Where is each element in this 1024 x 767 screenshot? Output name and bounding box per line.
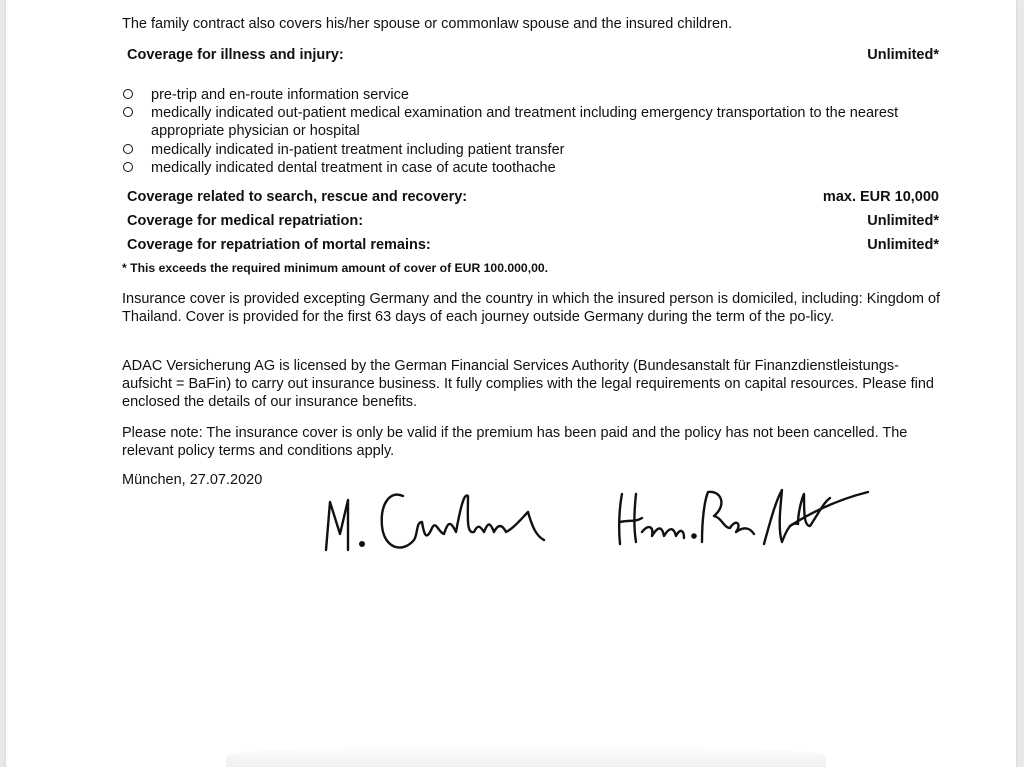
coverage-value: max. EUR 10,000: [822, 189, 939, 205]
list-item: medically indicated dental treatment in case of acute toothache: [122, 159, 947, 177]
intro-text: The family contract also covers his/her spouse or commonlaw spouse and the insured children.: [122, 16, 733, 32]
coverage-value: Unlimited*: [867, 237, 939, 253]
date-line: München, 27.07.2020: [122, 472, 263, 488]
signature-2: [604, 482, 876, 567]
coverage-value: Unlimited*: [867, 47, 939, 63]
coverage-mortal-remains-row: [127, 237, 939, 253]
footnote: * This exceeds the required minimum amount of cover of EUR 100.000,00.: [122, 261, 549, 275]
circle-bullet-icon: [123, 107, 133, 117]
coverage-label: Coverage related to search, rescue and recovery:: [127, 189, 468, 205]
page-bottom-shadow: [226, 745, 826, 767]
paragraph-license: ADAC Versicherung AG is licensed by the German Financial Services Authority (Bundesanstalt für Finanzdienstleistungs-aufsicht = BaFin) to carry out insurance business. It fully complies with the legal requirements on capital resources. Please find enclosed the details of our insurance benefits.: [122, 358, 934, 411]
coverage-medical-repatriation-row: [127, 213, 939, 229]
circle-bullet-icon: [123, 89, 133, 99]
list-item: pre-trip and en-route information service: [122, 86, 947, 104]
coverage-label: Coverage for repatriation of mortal remains:: [127, 237, 431, 253]
coverage-label: Coverage for medical repatriation:: [127, 213, 364, 229]
coverage-label: Coverage for illness and injury:: [127, 47, 344, 63]
coverage-search-rescue-row: [127, 189, 939, 205]
coverage-value: Unlimited*: [867, 213, 939, 229]
list-item: medically indicated in-patient treatment including patient transfer: [122, 141, 947, 159]
document-page: [6, 0, 1016, 767]
coverage-illness-row: [127, 47, 939, 63]
circle-bullet-icon: [123, 144, 133, 154]
paragraph-territory: Insurance cover is provided excepting Germany and the country in which the insured person is domiciled, including: Kingdom of Thailand. Cover is provided for the first 63 days of each journey outside Germany during the term of the po-licy.: [122, 291, 941, 326]
circle-bullet-icon: [123, 162, 133, 172]
paragraph-note: Please note: The insurance cover is only be valid if the premium has been paid and the policy has not been cancelled. The relevant policy terms and conditions apply.: [122, 425, 908, 460]
benefit-list: [122, 86, 947, 177]
list-item: medically indicated out-patient medical examination and treatment including emergency transportation to the nearest appropriate physician or hospital: [122, 104, 947, 140]
signature-1: [318, 482, 558, 567]
